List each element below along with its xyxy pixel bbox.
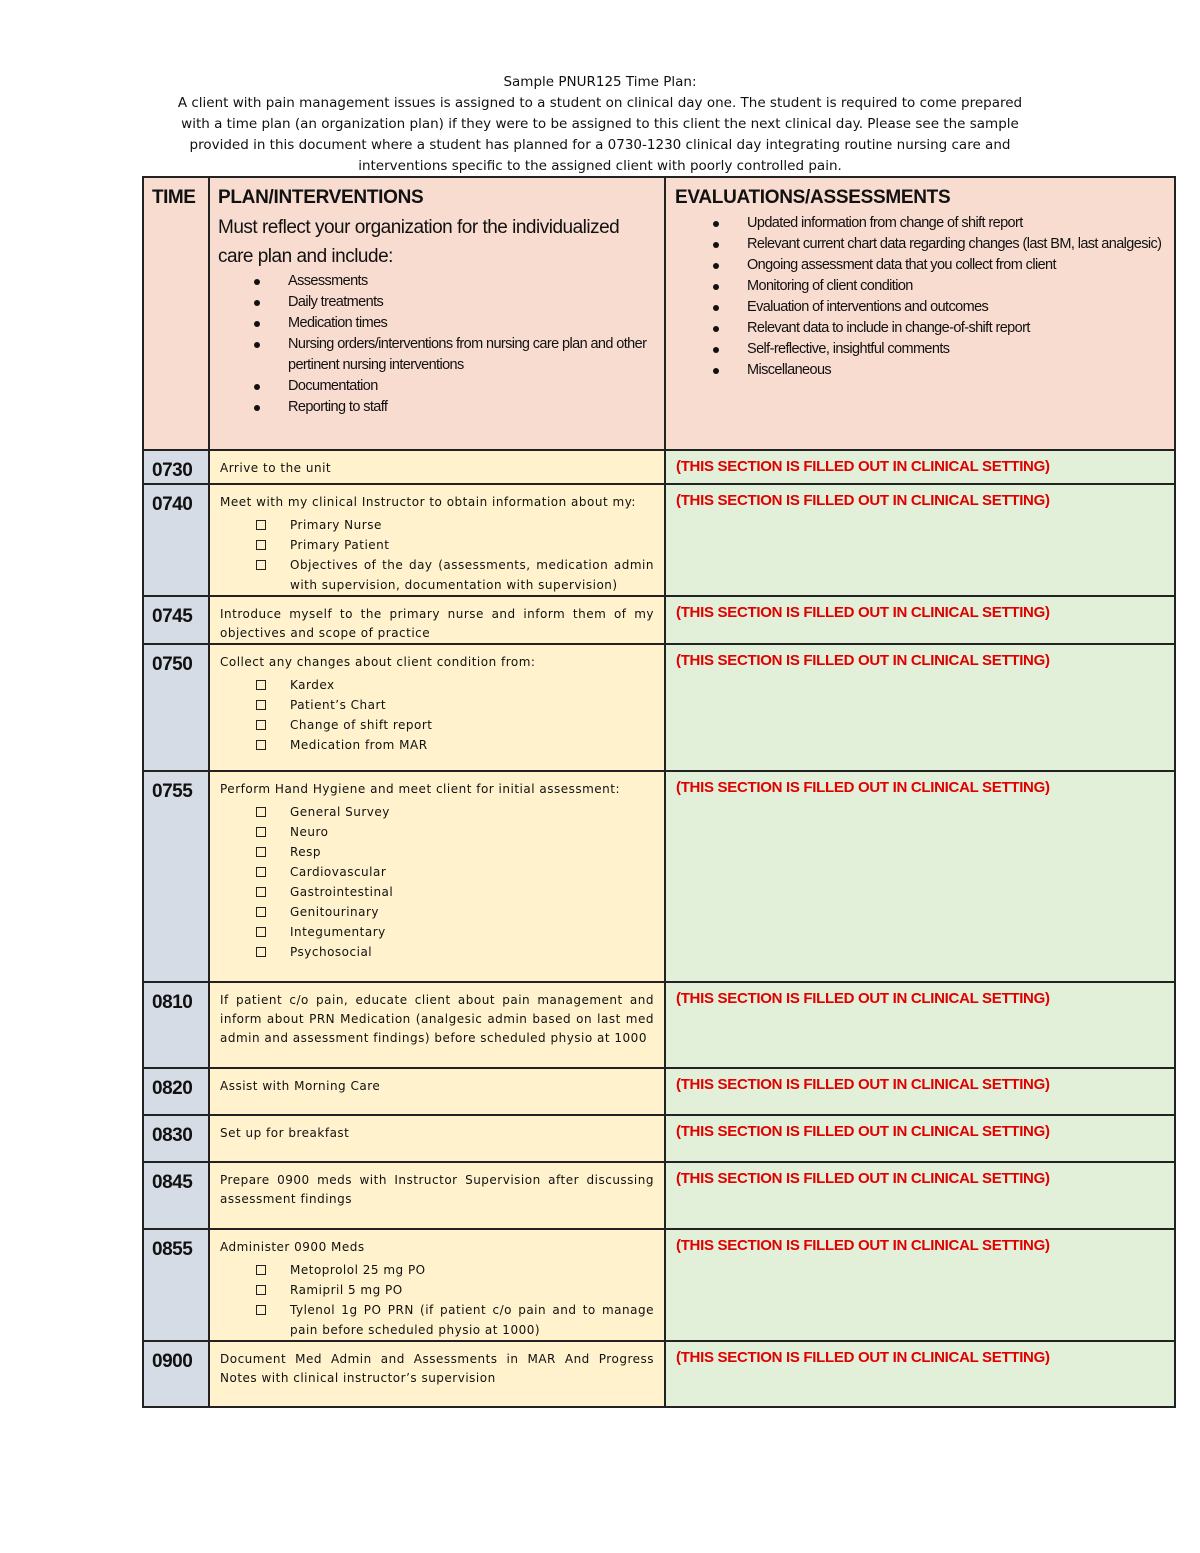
time-row	[143, 1341, 1175, 1407]
plan-items-list	[218, 271, 658, 418]
checklist-item: Neuro	[290, 822, 654, 842]
plan-cell	[209, 771, 665, 982]
clinical-setting-note: (THIS SECTION IS FILLED OUT IN CLINICAL SETTING)	[676, 652, 1050, 669]
header-row	[143, 177, 1175, 450]
clinical-setting-note: (THIS SECTION IS FILLED OUT IN CLINICAL SETTING)	[676, 604, 1050, 621]
eval-cell	[665, 982, 1175, 1068]
eval-item: Ongoing assessment data that you collect from client	[747, 255, 1164, 276]
clinical-setting-note: (THIS SECTION IS FILLED OUT IN CLINICAL SETTING)	[676, 1170, 1050, 1187]
eval-title: EVALUATIONS/ASSESSMENTS	[675, 187, 951, 208]
clinical-setting-note: (THIS SECTION IS FILLED OUT IN CLINICAL SETTING)	[676, 492, 1050, 509]
time-cell: 0810	[143, 982, 209, 1068]
plan-item: Documentation	[288, 376, 658, 397]
time-plan-table	[142, 176, 1176, 1408]
plan-text: Collect any changes about client condition from:	[220, 655, 536, 669]
plan-item: Nursing orders/interventions from nursing care plan and other pertinent nursing interventions	[288, 334, 658, 376]
plan-item: Daily treatments	[288, 292, 658, 313]
plan-item: Medication times	[288, 313, 658, 334]
checklist	[220, 515, 654, 595]
eval-cell	[665, 1162, 1175, 1229]
checklist	[220, 802, 654, 962]
eval-items-list	[675, 213, 1164, 381]
checklist-item: Primary Nurse	[290, 515, 654, 535]
header-plan	[209, 177, 665, 450]
time-row	[143, 450, 1175, 484]
plan-text: Set up for breakfast	[220, 1126, 350, 1140]
plan-text: Arrive to the unit	[220, 461, 332, 475]
checklist-item: General Survey	[290, 802, 654, 822]
plan-cell	[209, 1115, 665, 1162]
time-row	[143, 771, 1175, 982]
time-row	[143, 596, 1175, 644]
eval-cell	[665, 1341, 1175, 1407]
eval-item: Miscellaneous	[747, 360, 1164, 381]
plan-cell	[209, 596, 665, 644]
checklist-item: Change of shift report	[290, 715, 654, 735]
intro-line: with a time plan (an organization plan) if they were to be assigned to this client the next clinical day. Please see the sample	[181, 116, 1019, 132]
checklist-item: Integumentary	[290, 922, 654, 942]
time-row	[143, 484, 1175, 596]
checklist-item: Kardex	[290, 675, 654, 695]
intro-title: Sample PNUR125 Time Plan:	[503, 74, 697, 90]
eval-item: Relevant current chart data regarding changes (last BM, last analgesic)	[747, 234, 1164, 255]
eval-cell	[665, 1229, 1175, 1341]
clinical-setting-note: (THIS SECTION IS FILLED OUT IN CLINICAL SETTING)	[676, 1076, 1050, 1093]
plan-text: Administer 0900 Meds	[220, 1240, 365, 1254]
plan-cell	[209, 1068, 665, 1115]
intro-line: provided in this document where a student has planned for a 0730-1230 clinical day integrating routine nursing care and	[189, 137, 1011, 153]
plan-cell	[209, 1229, 665, 1341]
time-row	[143, 1068, 1175, 1115]
checklist-item: Gastrointestinal	[290, 882, 654, 902]
intro-line: interventions specific to the assigned client with poorly controlled pain.	[358, 158, 842, 174]
time-cell: 0900	[143, 1341, 209, 1407]
plan-cell	[209, 644, 665, 771]
eval-cell	[665, 596, 1175, 644]
time-cell: 0820	[143, 1068, 209, 1115]
header-time: TIME	[143, 177, 209, 450]
time-row	[143, 982, 1175, 1068]
plan-cell	[209, 1162, 665, 1229]
plan-text: Assist with Morning Care	[220, 1079, 381, 1093]
plan-text: If patient c/o pain, educate client about pain management and inform about PRN Medication (analgesic admin based on last med admin and assessment findings) before scheduled physio at 1000	[220, 993, 654, 1045]
checklist-item: Psychosocial	[290, 942, 654, 962]
checklist-item: Medication from MAR	[290, 735, 654, 755]
time-cell: 0745	[143, 596, 209, 644]
clinical-setting-note: (THIS SECTION IS FILLED OUT IN CLINICAL SETTING)	[676, 1349, 1050, 1366]
plan-item: Reporting to staff	[288, 397, 658, 418]
eval-cell	[665, 484, 1175, 596]
plan-cell	[209, 1341, 665, 1407]
plan-item: Assessments	[288, 271, 658, 292]
plan-cell	[209, 450, 665, 484]
eval-cell	[665, 1068, 1175, 1115]
checklist-item: Resp	[290, 842, 654, 862]
time-cell: 0845	[143, 1162, 209, 1229]
eval-item: Monitoring of client condition	[747, 276, 1164, 297]
eval-cell	[665, 644, 1175, 771]
time-cell: 0830	[143, 1115, 209, 1162]
plan-text: Perform Hand Hygiene and meet client for initial assessment:	[220, 782, 621, 796]
eval-item: Relevant data to include in change-of-shift report	[747, 318, 1164, 339]
time-cell: 0755	[143, 771, 209, 982]
plan-subtitle: Must reflect your organization for the individualized care plan and include:	[218, 217, 620, 267]
plan-text: Meet with my clinical Instructor to obtain information about my:	[220, 495, 636, 509]
time-cell: 0750	[143, 644, 209, 771]
checklist-item: Primary Patient	[290, 535, 654, 555]
checklist-item: Patient’s Chart	[290, 695, 654, 715]
time-row	[143, 1115, 1175, 1162]
intro-text	[140, 72, 1060, 177]
plan-cell	[209, 982, 665, 1068]
clinical-setting-note: (THIS SECTION IS FILLED OUT IN CLINICAL SETTING)	[676, 458, 1050, 475]
plan-title: PLAN/INTERVENTIONS	[218, 187, 424, 208]
clinical-setting-note: (THIS SECTION IS FILLED OUT IN CLINICAL SETTING)	[676, 779, 1050, 796]
clinical-setting-note: (THIS SECTION IS FILLED OUT IN CLINICAL SETTING)	[676, 990, 1050, 1007]
eval-cell	[665, 1115, 1175, 1162]
eval-item: Evaluation of interventions and outcomes	[747, 297, 1164, 318]
clinical-setting-note: (THIS SECTION IS FILLED OUT IN CLINICAL SETTING)	[676, 1123, 1050, 1140]
eval-cell	[665, 450, 1175, 484]
time-cell: 0855	[143, 1229, 209, 1341]
intro-line: A client with pain management issues is assigned to a student on clinical day one. The student is required to come prepared	[177, 95, 1023, 111]
time-cell: 0730	[143, 450, 209, 484]
checklist-item: Objectives of the day (assessments, medication admin with supervision, documentation with supervision)	[290, 555, 654, 595]
checklist-item: Cardiovascular	[290, 862, 654, 882]
clinical-setting-note: (THIS SECTION IS FILLED OUT IN CLINICAL SETTING)	[676, 1237, 1050, 1254]
eval-item: Updated information from change of shift report	[747, 213, 1164, 234]
time-row	[143, 644, 1175, 771]
eval-cell	[665, 771, 1175, 982]
plan-text: Introduce myself to the primary nurse and inform them of my objectives and scope of practice	[220, 607, 654, 640]
time-row	[143, 1229, 1175, 1341]
time-cell: 0740	[143, 484, 209, 596]
checklist	[220, 675, 654, 755]
checklist-item: Genitourinary	[290, 902, 654, 922]
plan-text: Document Med Admin and Assessments in MAR And Progress Notes with clinical instructor’s supervision	[220, 1352, 654, 1385]
plan-cell	[209, 484, 665, 596]
eval-item: Self-reflective, insightful comments	[747, 339, 1164, 360]
checklist-item: Tylenol 1g PO PRN (if patient c/o pain and to manage pain before scheduled physio at 1000)	[290, 1300, 654, 1340]
checklist-item: Metoprolol 25 mg PO	[290, 1260, 654, 1280]
checklist	[220, 1260, 654, 1340]
plan-text: Prepare 0900 meds with Instructor Supervision after discussing assessment findings	[220, 1173, 654, 1206]
checklist-item: Ramipril 5 mg PO	[290, 1280, 654, 1300]
header-eval	[665, 177, 1175, 450]
time-row	[143, 1162, 1175, 1229]
